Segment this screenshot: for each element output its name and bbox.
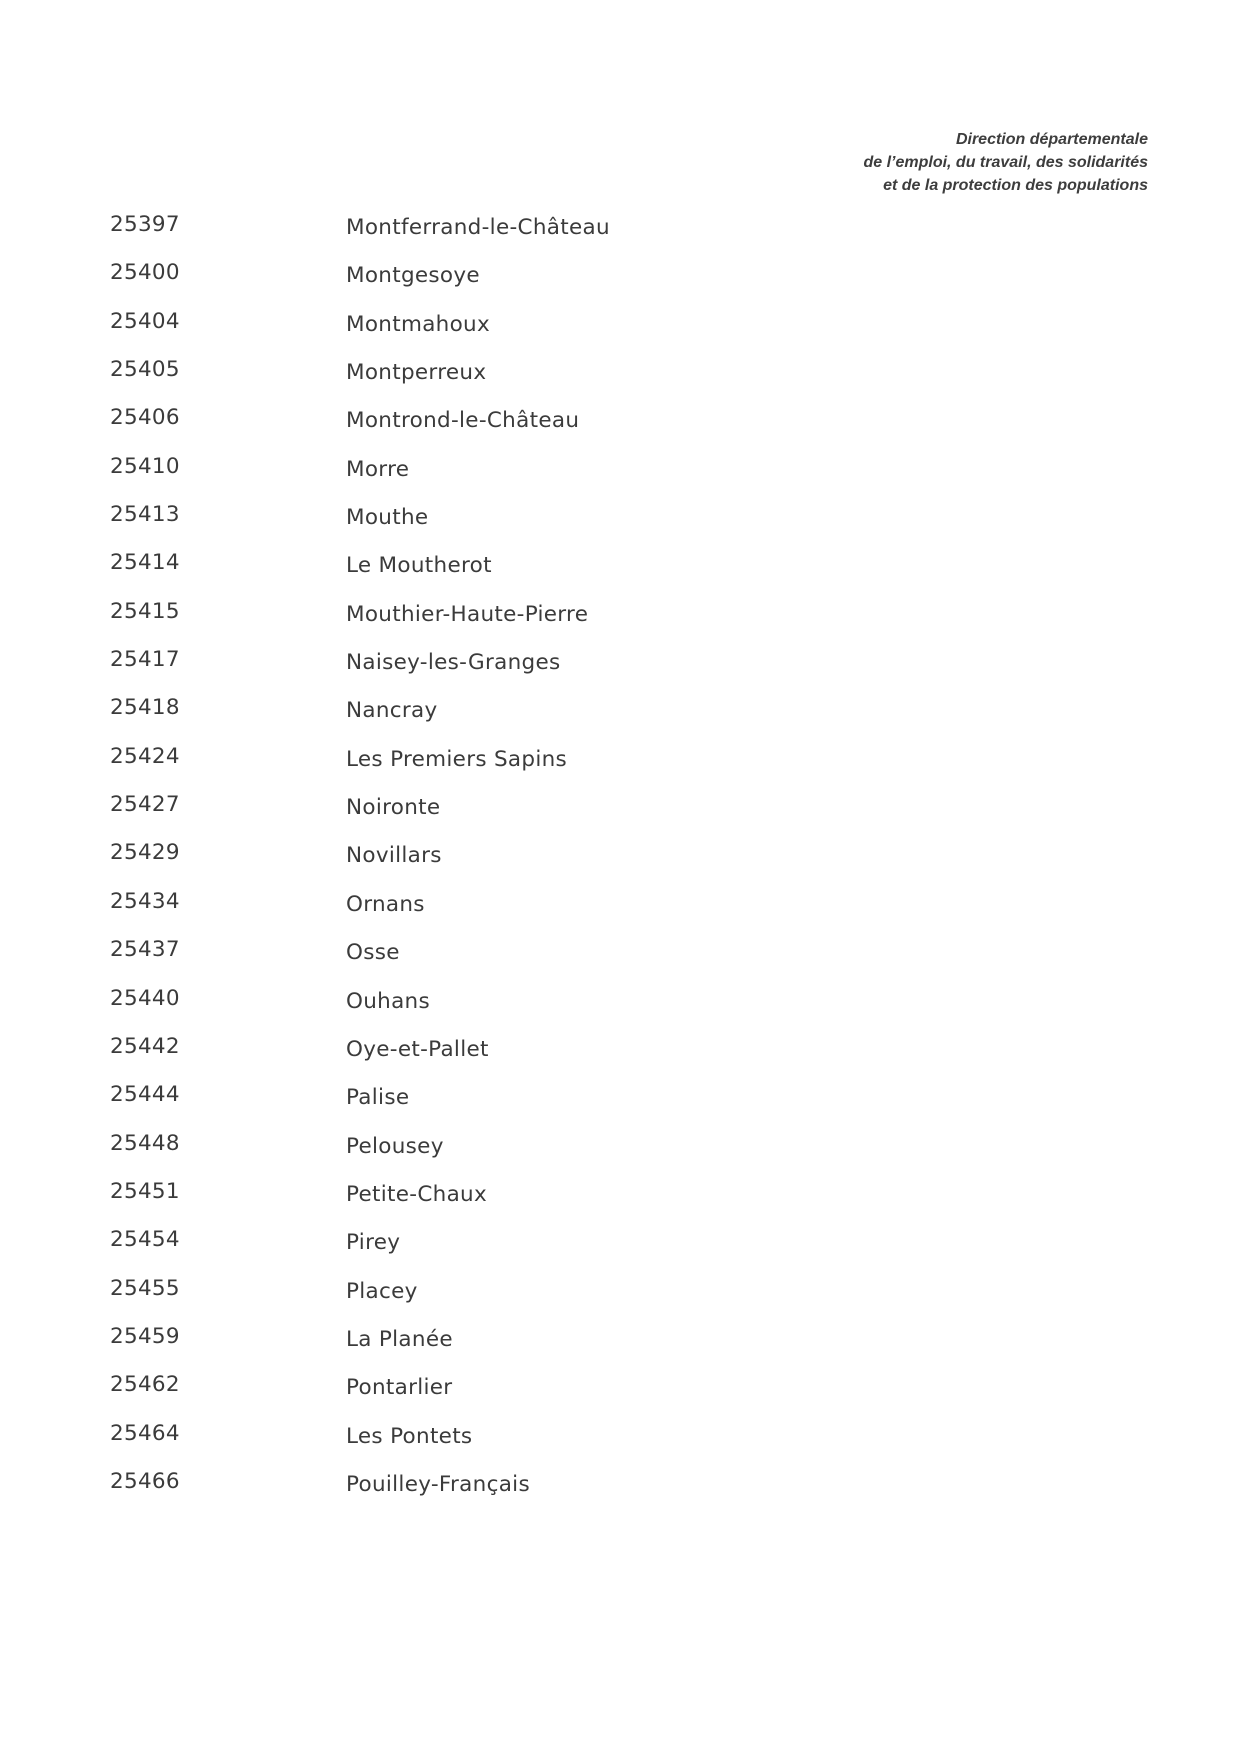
commune-code: 25405 (110, 357, 180, 383)
table-row (110, 550, 810, 598)
commune-name: La Planée (346, 1326, 453, 1352)
commune-name: Le Moutherot (346, 553, 492, 579)
commune-name: Noironte (346, 795, 441, 821)
commune-name: Palise (346, 1085, 410, 1111)
table-row (110, 695, 810, 743)
commune-code: 25427 (110, 792, 180, 818)
commune-name: Morre (346, 456, 410, 482)
commune-name: Oye-et-Pallet (346, 1036, 489, 1062)
commune-code: 25400 (110, 260, 180, 286)
commune-name: Les Pontets (346, 1423, 473, 1449)
table-row (110, 840, 810, 888)
commune-name: Osse (346, 940, 400, 966)
table-row (110, 1034, 810, 1082)
commune-code: 25462 (110, 1372, 180, 1398)
table-row (110, 1082, 810, 1130)
table-row (110, 792, 810, 840)
table-row (110, 1131, 810, 1179)
commune-name: Mouthier-Haute-Pierre (346, 601, 589, 627)
commune-list (110, 212, 810, 1517)
table-row (110, 1324, 810, 1372)
header-line-1: Direction départementale (955, 131, 1148, 148)
table-row (110, 502, 810, 550)
commune-code: 25434 (110, 888, 180, 914)
commune-name: Montgesoye (346, 263, 480, 289)
table-row (110, 454, 810, 502)
commune-name: Les Premiers Sapins (346, 746, 568, 772)
commune-code: 25444 (110, 1082, 180, 1108)
table-row (110, 260, 810, 308)
commune-name: Montrond-le-Château (346, 408, 580, 434)
commune-code: 25413 (110, 502, 180, 528)
commune-name: Ornans (346, 891, 425, 917)
commune-code: 25437 (110, 937, 180, 963)
commune-code: 25414 (110, 550, 180, 576)
table-row (110, 744, 810, 792)
commune-name: Pelousey (346, 1133, 444, 1159)
commune-code: 25442 (110, 1033, 180, 1059)
commune-code: 25410 (110, 453, 180, 479)
commune-code: 25415 (110, 598, 180, 624)
commune-name: Mouthe (346, 505, 429, 531)
table-row (110, 1421, 810, 1469)
commune-code: 25448 (110, 1130, 180, 1156)
commune-name: Placey (346, 1278, 418, 1304)
department-header (863, 128, 1148, 197)
table-row (110, 937, 810, 985)
commune-code: 25418 (110, 695, 180, 721)
table-row (110, 405, 810, 453)
commune-code: 25464 (110, 1420, 180, 1446)
table-row (110, 1372, 810, 1420)
commune-code: 25455 (110, 1275, 180, 1301)
commune-code: 25424 (110, 743, 180, 769)
table-row (110, 1469, 810, 1517)
commune-name: Nancray (346, 698, 438, 724)
commune-code: 25466 (110, 1468, 180, 1494)
commune-code: 25406 (110, 405, 180, 431)
commune-name: Montferrand-le-Château (346, 215, 610, 240)
commune-name: Pouilley-Français (346, 1471, 530, 1497)
commune-name: Montperreux (346, 360, 487, 386)
commune-code: 25440 (110, 985, 180, 1011)
commune-code: 25454 (110, 1227, 180, 1253)
commune-code: 25451 (110, 1178, 180, 1204)
table-row (110, 986, 810, 1034)
commune-code: 25417 (110, 647, 180, 673)
commune-name: Montmahoux (346, 311, 491, 337)
commune-name: Novillars (346, 843, 442, 869)
commune-name: Petite-Chaux (346, 1181, 488, 1207)
table-row (110, 212, 810, 260)
commune-name: Naisey-les-Granges (346, 650, 561, 676)
commune-name: Pontarlier (346, 1375, 453, 1401)
table-row (110, 1227, 810, 1275)
commune-code: 25404 (110, 308, 180, 334)
table-row (110, 599, 810, 647)
table-row (110, 309, 810, 357)
header-line-2: de l’emploi, du travail, des solidarités (863, 154, 1148, 171)
table-row (110, 889, 810, 937)
table-row (110, 1179, 810, 1227)
header-line-3: et de la protection des populations (883, 177, 1148, 194)
commune-code: 25397 (110, 212, 180, 237)
commune-name: Pirey (346, 1230, 401, 1256)
table-row (110, 357, 810, 405)
commune-code: 25429 (110, 840, 180, 866)
table-row (110, 647, 810, 695)
commune-code: 25459 (110, 1323, 180, 1349)
table-row (110, 1276, 810, 1324)
commune-name: Ouhans (346, 988, 430, 1014)
